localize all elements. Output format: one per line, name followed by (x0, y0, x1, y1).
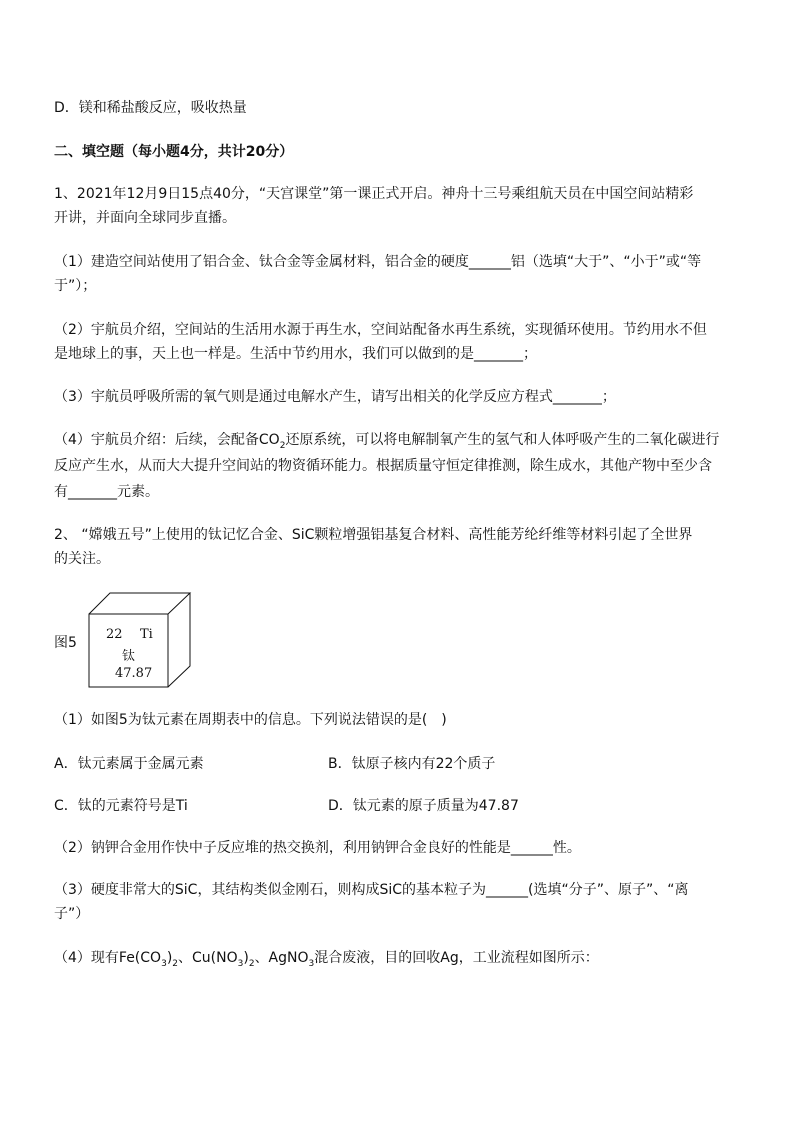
section-2-title: 二、填空题（每小题4分，共计20分） (54, 144, 294, 160)
q1-part4-line1 (54, 430, 719, 456)
q1-part1-line1: （1）建造空间站使用了铝合金、钛合金等金属材料，铝合金的硬度______铝（选填“大于”、“小于”或“等 (54, 254, 702, 270)
q2-option-c: C．钛的元素符号是Ti (54, 798, 188, 814)
q2-option-d: D．钛元素的原子质量为47.87 (328, 798, 519, 814)
q2-part4-sub1: 3 (161, 958, 167, 969)
q1-part1-line2: 于”）； (54, 278, 97, 294)
q2-part1-stem: （1）如图5为钛元素在周期表中的信息。下列说法错误的是( ) (54, 712, 447, 728)
q1-part4-line3: 有_______元素。 (54, 484, 159, 500)
titanium-element-cube (88, 592, 192, 692)
q2-intro-line1: 2、 “嫦娥五号”上使用的钛记忆合金、SiC颗粒增强铝基复合材料、高性能芳纶纤维等材料引起了全世界 (54, 527, 693, 543)
q2-part4-text-e: 、AgNO (254, 950, 309, 966)
q2-intro-line2: 的关注。 (54, 551, 110, 567)
atomic-mass: 47.87 (115, 666, 153, 681)
prev-option-d: D．镁和稀盐酸反应，吸收热量 (54, 100, 247, 116)
atomic-number: 22 (106, 627, 123, 642)
q2-part4-text-f: 混合废液，目的回收Ag，工业流程如图所示： (314, 950, 599, 966)
q2-option-b: B．钛原子核内有22个质子 (328, 756, 496, 772)
q2-option-a: A．钛元素属于金属元素 (54, 756, 204, 772)
q1-part4-subscript: 2 (279, 440, 286, 451)
q2-part4-text-b: ) (166, 950, 173, 966)
element-symbol: Ti (140, 627, 153, 642)
q2-part4-text-c: 、Cu(NO (178, 950, 238, 966)
q2-part3-line2: 子”） (54, 906, 90, 922)
q2-part4-text-a: （4）现有Fe(CO (54, 950, 162, 966)
q2-part4-sub5: 3 (308, 958, 315, 969)
q1-part2-line2: 是地球上的事，天上也一样是。生活中节约用水，我们可以做到的是_______； (54, 346, 537, 362)
q1-part2-line1: （2）宇航员介绍，空间站的生活用水源于再生水，空间站配备水再生系统，实现循环使用。节约用水不但 (54, 322, 707, 338)
q2-part4-sub3: 3 (237, 958, 244, 969)
q1-part3: （3）宇航员呼吸所需的氧气则是通过电解水产生，请写出相关的化学反应方程式_______； (54, 389, 616, 405)
q1-intro-line2: 开讲，并面向全球同步直播。 (54, 210, 236, 226)
element-name: 钛 (122, 649, 136, 664)
q1-intro-line1: 1、2021年12月9日15点40分，“天宫课堂”第一课正式开启。神舟十三号乘组航天员在中国空间站精彩 (54, 186, 694, 202)
q2-part4 (54, 948, 599, 974)
q2-part3-line1: （3）硬度非常大的SiC，其结构类似金刚石，则构成SiC的基本粒子为______(选填“分子”、原子”、“离 (54, 882, 689, 898)
q1-part4-text-b: 还原系统，可以将电解制氧产生的氢气和人体呼吸产生的二氧化碳进行 (285, 432, 720, 448)
q1-part4-text-a: （4）宇航员介绍：后续，会配备CO (54, 432, 280, 448)
q2-part4-sub2: 2 (172, 958, 179, 969)
q2-part4-sub4: 2 (248, 958, 255, 969)
q1-part4-line2: 反应产生水，从而大大提升空间站的物资循环能力。根据质量守恒定律推测，除生成水，其他产物中至少含 (54, 458, 712, 474)
q2-part4-text-d: ) (243, 950, 249, 966)
q2-part2: （2）钠钾合金用作快中子反应堆的热交换剂，利用钠钾合金良好的性能是______性。 (54, 840, 581, 856)
figure-5-label: 图5 (54, 635, 77, 651)
